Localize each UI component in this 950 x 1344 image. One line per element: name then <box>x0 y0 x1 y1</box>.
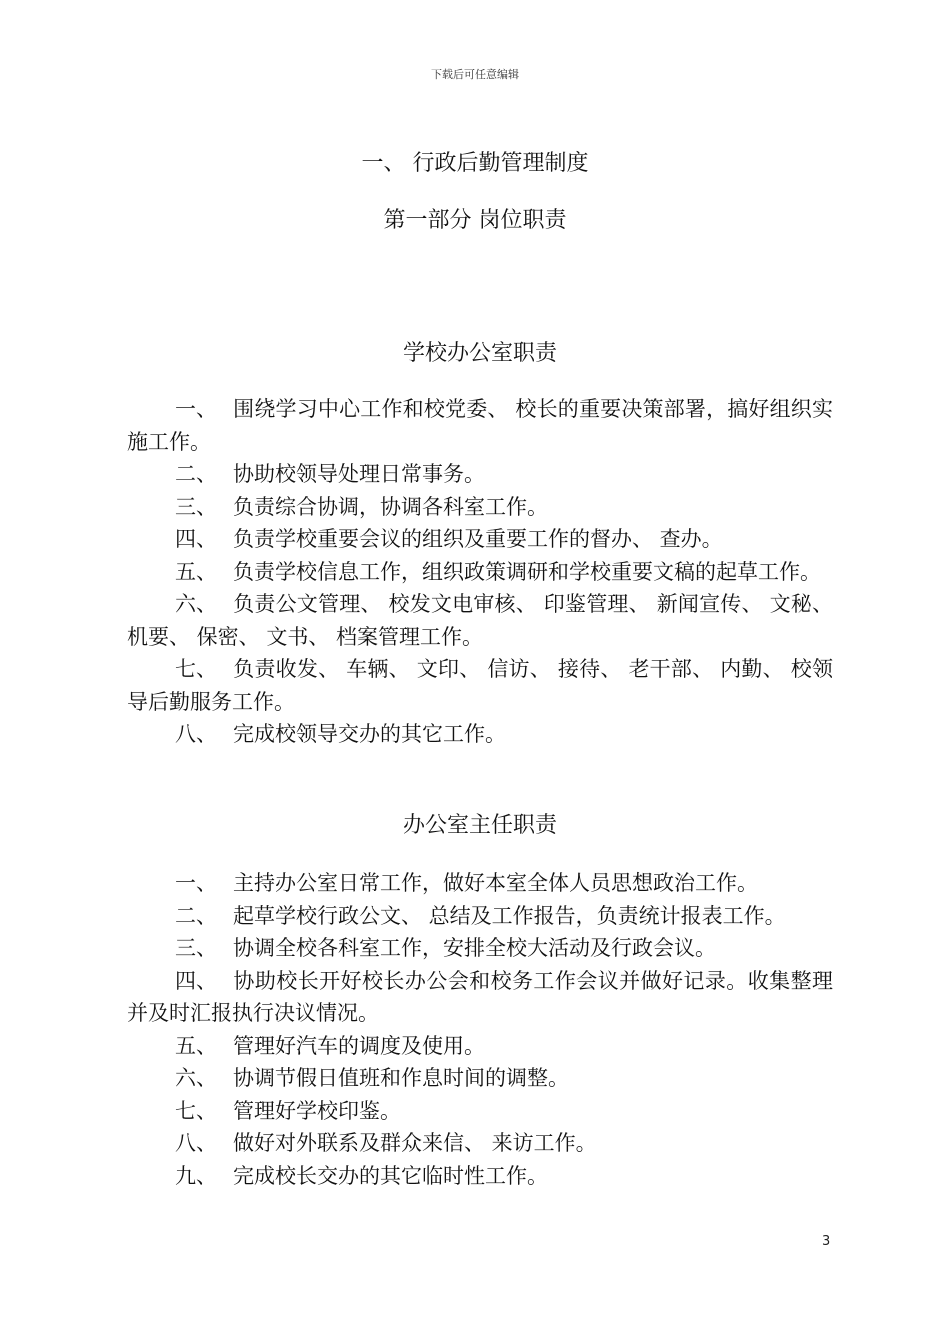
item-text: 主持办公室日常工作，做好本室全体人员思想政治工作。 <box>233 871 758 895</box>
part-title: 第一部分 岗位职责 <box>383 208 567 233</box>
list-item <box>127 458 833 491</box>
item-number: 四、 <box>175 968 217 993</box>
item-number: 二、 <box>175 903 217 928</box>
document-title: 一、 行政后勤管理制度 <box>361 151 589 176</box>
item-number: 七、 <box>175 657 217 681</box>
item-number: 一、 <box>175 397 217 421</box>
item-number: 八、 <box>175 722 217 746</box>
item-text: 管理好汽车的调度及使用。 <box>233 1033 485 1058</box>
item-text: 管理好学校印鉴。 <box>233 1098 401 1123</box>
item-number: 一、 <box>175 871 217 895</box>
item-number: 五、 <box>175 1033 217 1058</box>
list-item <box>127 588 833 653</box>
item-number: 二、 <box>175 462 217 486</box>
item-text: 围绕学习中心工作和校党委、 校长的重要决策部署，搞好组织实施工作。 <box>127 397 833 454</box>
item-number: 四、 <box>175 527 217 551</box>
section-title-office-duties: 学校办公室职责 <box>402 341 557 366</box>
item-text: 协调全校各科室工作，安排全校大活动及行政会议。 <box>233 936 716 960</box>
list-item <box>127 491 833 524</box>
item-number: 九、 <box>175 1163 217 1188</box>
item-text: 协助校长开好校长办公会和校务工作会议并做好记录。收集整理并及时汇报执行决议情况。 <box>127 968 833 1025</box>
item-text: 完成校长交办的其它临时性工作。 <box>233 1163 548 1188</box>
item-text: 起草学校行政公文、 总结及工作报告，负责统计报表工作。 <box>233 903 786 928</box>
page-number: 3 <box>822 1234 831 1249</box>
director-duties-list <box>127 867 833 1192</box>
list-item <box>127 523 833 556</box>
item-number: 三、 <box>175 936 217 960</box>
item-text: 协调节假日值班和作息时间的调整。 <box>233 1066 569 1090</box>
list-item <box>127 1062 833 1095</box>
item-text: 负责综合协调，协调各科室工作。 <box>233 494 548 519</box>
list-item <box>127 1127 833 1160</box>
list-item <box>127 867 833 900</box>
list-item <box>127 1030 833 1063</box>
item-number: 六、 <box>175 1066 217 1090</box>
list-item <box>127 1095 833 1128</box>
item-number: 三、 <box>175 494 217 519</box>
item-number: 七、 <box>175 1098 217 1123</box>
header-note: 下载后可任意编辑 <box>431 68 519 81</box>
item-text: 负责收发、 车辆、 文印、 信访、 接待、 老干部、 内勤、 校领导后勤服务工作。 <box>127 657 833 714</box>
list-item <box>127 718 833 751</box>
item-text: 做好对外联系及群众来信、 来访工作。 <box>233 1131 597 1155</box>
item-number: 五、 <box>175 559 217 584</box>
list-item <box>127 900 833 933</box>
item-text: 负责学校信息工作，组织政策调研和学校重要文稿的起草工作。 <box>233 559 821 584</box>
item-text: 负责公文管理、 校发文电审核、 印鉴管理、 新闻宣传、 文秘、 机要、 保密、 文书、 档案管理工作。 <box>127 592 833 649</box>
list-item <box>127 932 833 965</box>
item-number: 八、 <box>175 1131 217 1155</box>
list-item <box>127 653 833 718</box>
list-item <box>127 556 833 589</box>
list-item <box>127 393 833 458</box>
item-text: 负责学校重要会议的组织及重要工作的督办、 查办。 <box>233 527 723 551</box>
section-title-director-duties: 办公室主任职责 <box>402 813 557 838</box>
list-item <box>127 965 833 1030</box>
list-item <box>127 1160 833 1193</box>
office-duties-list <box>127 393 833 751</box>
item-number: 六、 <box>175 592 217 616</box>
item-text: 协助校领导处理日常事务。 <box>233 462 485 486</box>
item-text: 完成校领导交办的其它工作。 <box>233 722 506 746</box>
